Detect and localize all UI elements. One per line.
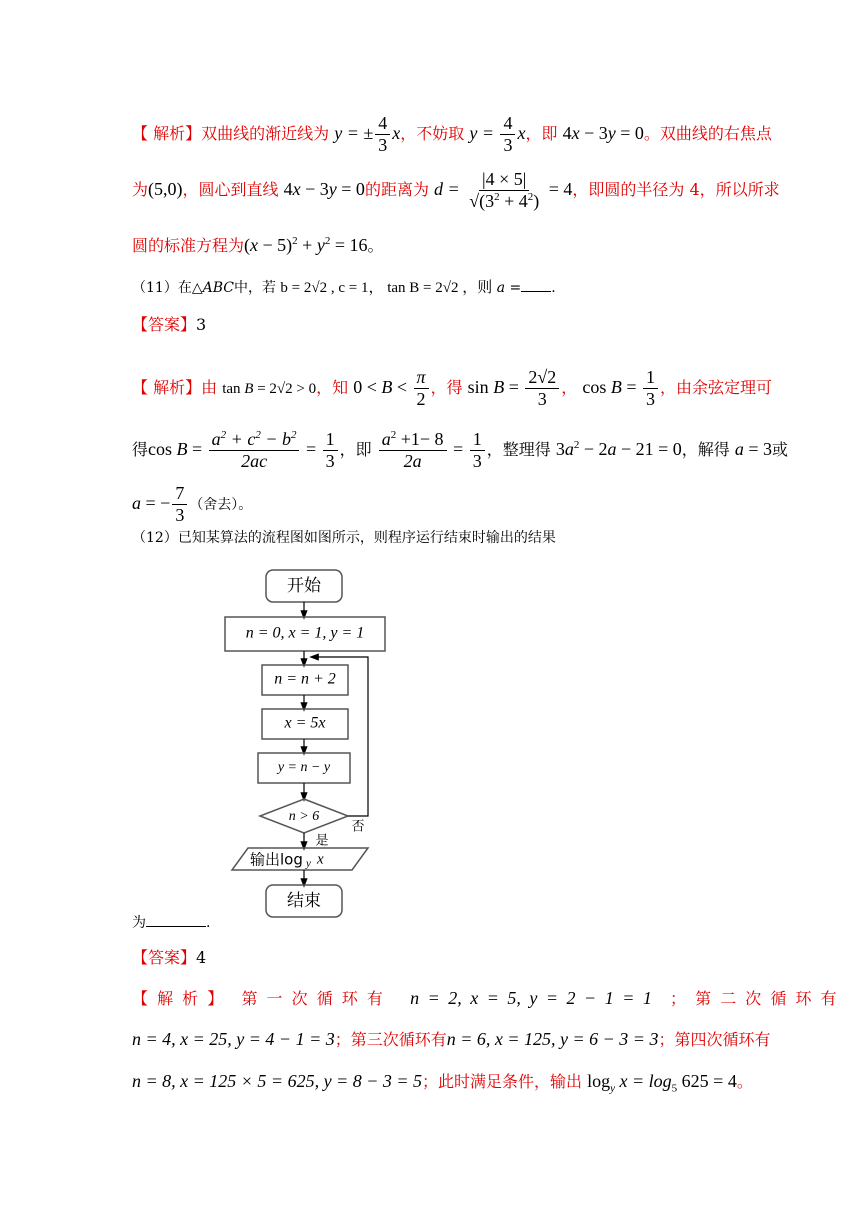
analysis-1-line-2: 为(5,0)，圆心到直线 4x − 3y = 0的距离为 d = $\frac{|4 \times 5|}{√(3^2 + 4^2)}$ = 4，即圆的半径为 4，所以所求 (132, 169, 780, 211)
analysis-1-line-1: 【 解析】双曲线的渐近线为 y = ± $\frac{4}{3}$ x，不妨取 y = $\frac{4}{3}$ x，即 4x − 3y = 0。双曲线的右焦点 (132, 113, 772, 155)
yes-label: 是 (315, 833, 329, 849)
step3-label: y = n − y (277, 760, 331, 776)
answer-blank (146, 912, 206, 927)
analysis-label: 【 解析】 (132, 123, 202, 143)
analysis-1-line-3: 圆的标准方程为$(x - 5)^2 + y^2 = 16$。 (132, 235, 384, 255)
analysis-3-line-3: n = 8, x = 125 × 5 = 625, y = 8 − 3 = 5；此时满足条件，输出 $\log_y x = \log_5 625 = 4$。 (132, 1071, 753, 1095)
step1-label: n = n + 2 (274, 670, 336, 688)
answer-11: 【答案】3 (132, 315, 207, 334)
question-12-tail: 为 . (132, 912, 210, 934)
flowchart (220, 565, 390, 925)
analysis-2-line-3: a = − $\frac{7}{3}$ （舍去）。 (132, 483, 253, 525)
analysis-2-line-1: 【 解析】由 tan B = 2√2 > 0，知 0 < B < $\frac{\pi}{2}$ ，得 sin B = $\frac{2√2}{3}$ ， cos B = $\frac{1}{3}$ ，由余弦定理可 (132, 367, 773, 409)
answer-12: 【答案】4 (132, 948, 207, 967)
analysis-3-line-2: n = 4, x = 25, y = 4 − 1 = 3；第三次循环有n = 6, x = 125, y = 6 − 3 = 3；第四次循环有 (132, 1029, 771, 1049)
analysis-3-line-1: 【 解 析 】 第 一 次 循 环 有 n = 2, x = 5, y = 2 − 1 = 1 ； 第 二 次 循 环 有 (132, 988, 837, 1008)
analysis-2-line-2: 得cos B = $\frac{a^2 + c^2 - b^2}{2ac}$ = $\frac{1}{3}$ ，即 $\frac{a^2 +1- 8}{2a}$ = $\frac{1}{3}$ ，整理得 $3a^2 - 2a - 21 = 0$，解得 a = 3或 (132, 429, 789, 471)
no-label: 否 (351, 819, 365, 835)
decision-label: n > 6 (288, 809, 320, 825)
output-label: 输出log (250, 850, 303, 869)
step2-label: x = 5x (284, 714, 326, 732)
start-label: 开始 (287, 576, 321, 596)
question-11: （11）在△ABC中，若 b = 2√2 , c = 1， tan B = 2√2 ，则 a = . (132, 277, 556, 299)
output-var: x (317, 851, 324, 868)
output-sub: y (306, 857, 311, 870)
question-12: （12）已知某算法的流程图如图所示，则程序运行结束时输出的结果 (132, 530, 556, 546)
end-label: 结束 (287, 891, 321, 911)
init-label: n = 0, x = 1, y = 1 (245, 624, 365, 642)
answer-blank (521, 277, 551, 292)
